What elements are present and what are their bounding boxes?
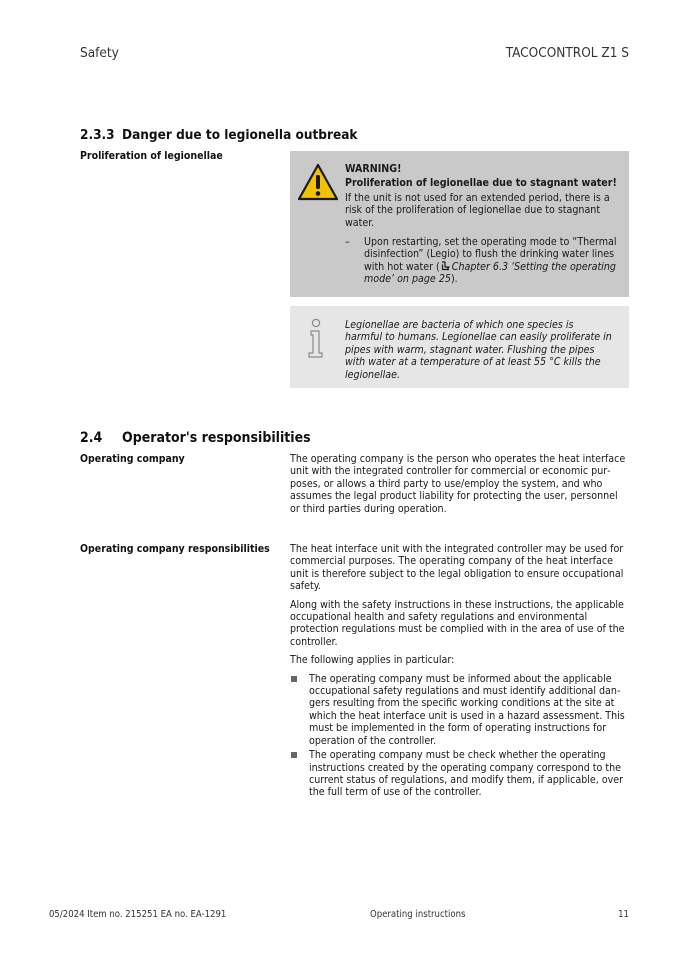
header-product-name: TACOCONTROL Z1 S [505, 45, 629, 61]
section-title: Operator's responsibilities [122, 430, 311, 446]
list-item-text: The operating company must be informed about the applicable occupational safety regulations and must identify additional dangers resulting from the specific working conditions at the site at which the heat interface unit is used in a hazard assessment. This must be implemented in the form of operating instructions for operation of the controller. [309, 672, 625, 747]
warning-content [345, 163, 623, 286]
list-item [290, 673, 630, 747]
info-box [290, 306, 629, 388]
page-number: 11 [618, 909, 629, 920]
section-number: 2.4 [80, 430, 103, 446]
paragraph: The heat interface unit with the integrated controller may be used for commercial purposes. The operating company of the heat interface unit is therefore subject to the legal obligation to ensure occupational safety. [290, 543, 624, 593]
header-section-name: Safety [80, 45, 119, 61]
section-heading-2-3-3 [80, 127, 358, 143]
paragraph: The following applies in particular: [290, 654, 455, 667]
warning-triangle-icon [297, 163, 339, 201]
square-bullet-icon [291, 676, 297, 682]
info-icon [305, 318, 327, 360]
warning-heading: WARNING! [345, 163, 402, 175]
warning-box [290, 151, 629, 297]
side-label-proliferation: Proliferation of legionellae [80, 150, 223, 162]
warning-subheading: Proliferation of legionellae due to stagnant water! [345, 177, 617, 190]
footer-document-type: Operating instructions [370, 909, 466, 920]
step-dash: – [345, 236, 350, 249]
info-text: Legionellae are bacteria of which one species is harmful to humans. Legionellae can easily proliferate in pipes with warm, stagnant water. Flushing the pipes with water at a temperature of at least 55 °C kills the legionellae. [345, 319, 612, 381]
chapter-reference-link[interactable]: Chapter 6.3 ‘Setting the operating mode’ on page 25 [364, 260, 616, 286]
bullet-list [290, 673, 630, 799]
responsibilities-text [290, 543, 630, 801]
step-end: ). [450, 273, 458, 286]
list-item [290, 749, 630, 799]
warning-step [345, 236, 623, 286]
square-bullet-icon [291, 752, 297, 758]
warning-description: If the unit is not used for an extended period, there is a risk of the proliferation of legionellae due to stagnant water. [345, 191, 610, 229]
section-title: Danger due to legionella outbreak [122, 127, 358, 143]
step-text: Upon restarting, set the operating mode to “Thermal disinfection” (Legio) to flush the drinking water lines with hot water ( [364, 236, 617, 273]
chapter-reference-icon [440, 261, 450, 271]
side-label-operating-company: Operating company [80, 453, 185, 465]
paragraph: The operating company is the person who operates the heat interface unit with the integrated controller for commercial or economic purposes, or allows a third party to use/employ the system, and who assumes the legal product liability for protecting the user, personnel or third parties during operation. [290, 453, 626, 515]
side-label-responsibilities: Operating company responsibilities [80, 543, 270, 555]
paragraph: Along with the safety instructions in these instructions, the applicable occupational health and safety regulations and environmental protection regulations must be complied with in the area of use of the controller. [290, 598, 625, 648]
operating-company-text [290, 453, 630, 521]
section-number: 2.3.3 [80, 127, 115, 143]
list-item-text: The operating company must be check whether the operating instructions created by the operating company correspond to the current status of regulations, and modify them, if applicable, over the full term of use of the controller. [309, 749, 624, 799]
footer-item-number: 05/2024 Item no. 215251 EA no. EA-1291 [49, 909, 227, 920]
section-heading-2-4 [80, 430, 311, 446]
